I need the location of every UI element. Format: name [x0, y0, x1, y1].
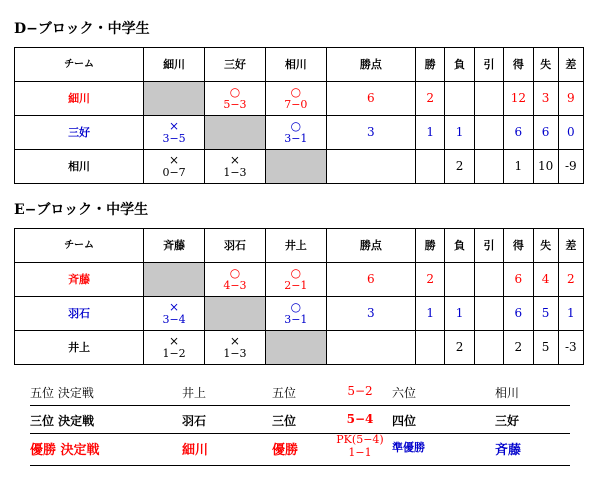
table-row [15, 331, 584, 365]
header-goal-diff: 差 [558, 229, 583, 263]
result-mark: × [229, 334, 240, 348]
stat-points: 3 [326, 297, 415, 331]
stat-goals-for: 6 [504, 297, 533, 331]
final-winner-rank: 優勝 [272, 443, 299, 458]
match-result-cell [265, 82, 326, 116]
match-result-cell [205, 82, 266, 116]
row-team-name: 三好 [15, 116, 144, 150]
match-result-cell [265, 116, 326, 150]
block-d-table [14, 47, 584, 184]
stat-goals-against: 6 [533, 116, 558, 150]
header-team-col: チーム [15, 229, 144, 263]
match-result-cell [265, 263, 326, 297]
stat-goals-against: 3 [533, 82, 558, 116]
stat-wins: 1 [415, 116, 444, 150]
header-goals-for: 得 [504, 48, 533, 82]
table-row [15, 150, 584, 184]
header-draws: 引 [474, 229, 503, 263]
table-row [15, 116, 584, 150]
self-match-cell [144, 82, 205, 116]
final-label: 五位 決定戦 [30, 386, 94, 400]
final-score: 5−2 [347, 384, 373, 398]
header-draws: 引 [474, 48, 503, 82]
stat-losses [445, 82, 474, 116]
result-score: 1−3 [223, 166, 247, 179]
stat-points [326, 331, 415, 365]
stat-points: 6 [326, 82, 415, 116]
header-goals-against: 失 [533, 48, 558, 82]
stat-goal-diff: -3 [558, 331, 583, 365]
divider [30, 465, 570, 466]
match-result-cell [205, 263, 266, 297]
stat-losses [445, 263, 474, 297]
final-winner-team: 井上 [182, 386, 207, 400]
stat-goal-diff: 2 [558, 263, 583, 297]
result-score: 3−1 [284, 313, 308, 326]
result-mark: ○ [290, 85, 302, 99]
stat-draws [474, 297, 503, 331]
result-mark: ○ [290, 300, 302, 314]
result-score: 3−5 [162, 132, 186, 145]
row-team-name: 斉藤 [15, 263, 144, 297]
row-team-name: 羽石 [15, 297, 144, 331]
result-mark: ○ [229, 85, 241, 99]
stat-wins [415, 331, 444, 365]
header-opponent: 井上 [265, 229, 326, 263]
row-team-name: 井上 [15, 331, 144, 365]
table-header-row [15, 48, 584, 82]
stat-goals-for: 12 [504, 82, 533, 116]
header-losses: 負 [445, 48, 474, 82]
stat-draws [474, 331, 503, 365]
result-mark: ○ [290, 266, 302, 280]
stat-losses: 2 [445, 150, 474, 184]
match-result-cell [265, 297, 326, 331]
result-score: 4−3 [223, 279, 247, 292]
result-score: 5−3 [223, 98, 247, 111]
header-points: 勝点 [326, 48, 415, 82]
final-loser-rank: 六位 [392, 386, 417, 400]
stat-goal-diff: 9 [558, 82, 583, 116]
final-regular-score: 1−1 [348, 446, 372, 459]
match-result-cell [144, 150, 205, 184]
table-row [15, 297, 584, 331]
final-score [332, 433, 388, 459]
header-wins: 勝 [415, 229, 444, 263]
stat-losses: 1 [445, 297, 474, 331]
header-points: 勝点 [326, 229, 415, 263]
final-loser-team: 斉藤 [495, 443, 522, 458]
match-result-cell [144, 116, 205, 150]
match-result-cell [205, 150, 266, 184]
final-winner-rank: 五位 [272, 386, 297, 400]
stat-losses: 2 [445, 331, 474, 365]
header-opponent: 斉藤 [144, 229, 205, 263]
row-team-name: 細川 [15, 82, 144, 116]
table-row [15, 82, 584, 116]
result-score: 7−0 [284, 98, 308, 111]
result-score: 0−7 [162, 166, 186, 179]
table-row [15, 263, 584, 297]
header-opponent: 細川 [144, 48, 205, 82]
result-mark: × [169, 153, 180, 167]
self-match-cell [144, 263, 205, 297]
self-match-cell [205, 116, 266, 150]
stat-goals-against: 4 [533, 263, 558, 297]
stat-wins [415, 150, 444, 184]
table-header-row [15, 229, 584, 263]
header-opponent: 相川 [265, 48, 326, 82]
stat-draws [474, 263, 503, 297]
divider [30, 433, 570, 434]
final-loser-team: 三好 [495, 414, 520, 428]
final-winner-team: 羽石 [182, 414, 207, 428]
result-score: 3−4 [162, 313, 186, 326]
final-label: 三位 決定戦 [30, 414, 95, 428]
header-losses: 負 [445, 229, 474, 263]
stat-goals-for: 1 [504, 150, 533, 184]
stat-points [326, 150, 415, 184]
stat-draws [474, 150, 503, 184]
stat-goal-diff: 0 [558, 116, 583, 150]
header-wins: 勝 [415, 48, 444, 82]
final-label: 優勝 決定戦 [30, 443, 100, 458]
final-pk-score: PK(5−4) [336, 433, 384, 446]
stat-wins: 1 [415, 297, 444, 331]
header-goal-diff: 差 [558, 48, 583, 82]
block-e-title: E−ブロック・中学生 [14, 202, 149, 218]
result-score: 3−1 [284, 132, 308, 145]
stat-goals-against: 5 [533, 331, 558, 365]
result-mark: × [169, 119, 180, 133]
self-match-cell [265, 150, 326, 184]
result-score: 1−3 [223, 347, 247, 360]
stat-goals-against: 10 [533, 150, 558, 184]
header-opponent: 羽石 [205, 229, 266, 263]
stat-goals-for: 6 [504, 116, 533, 150]
header-goals-against: 失 [533, 229, 558, 263]
final-winner-rank: 三位 [272, 414, 297, 428]
stat-draws [474, 82, 503, 116]
stat-wins: 2 [415, 82, 444, 116]
divider [30, 405, 570, 406]
stat-points: 6 [326, 263, 415, 297]
final-winner-team: 細川 [182, 443, 209, 458]
header-opponent: 三好 [205, 48, 266, 82]
stat-wins: 2 [415, 263, 444, 297]
block-d-title: D−ブロック・中学生 [14, 21, 150, 37]
result-score: 2−1 [284, 279, 308, 292]
result-mark: ○ [290, 119, 302, 133]
result-mark: × [229, 153, 240, 167]
final-score: 5−4 [346, 412, 374, 426]
self-match-cell [205, 297, 266, 331]
stat-losses: 1 [445, 116, 474, 150]
row-team-name: 相川 [15, 150, 144, 184]
stat-draws [474, 116, 503, 150]
match-result-cell [144, 297, 205, 331]
stat-goal-diff: -9 [558, 150, 583, 184]
final-loser-rank: 準優勝 [392, 441, 425, 454]
match-result-cell [205, 331, 266, 365]
result-mark: × [169, 334, 180, 348]
stat-goal-diff: 1 [558, 297, 583, 331]
self-match-cell [265, 331, 326, 365]
final-loser-team: 相川 [495, 386, 520, 400]
championship-final [30, 433, 570, 463]
result-mark: ○ [229, 266, 241, 280]
header-goals-for: 得 [504, 229, 533, 263]
stat-goals-against: 5 [533, 297, 558, 331]
final-loser-rank: 四位 [392, 414, 417, 428]
result-mark: × [169, 300, 180, 314]
result-score: 1−2 [162, 347, 186, 360]
stat-goals-for: 2 [504, 331, 533, 365]
match-result-cell [144, 331, 205, 365]
header-team-col: チーム [15, 48, 144, 82]
block-e-table [14, 228, 584, 365]
stat-points: 3 [326, 116, 415, 150]
stat-goals-for: 6 [504, 263, 533, 297]
